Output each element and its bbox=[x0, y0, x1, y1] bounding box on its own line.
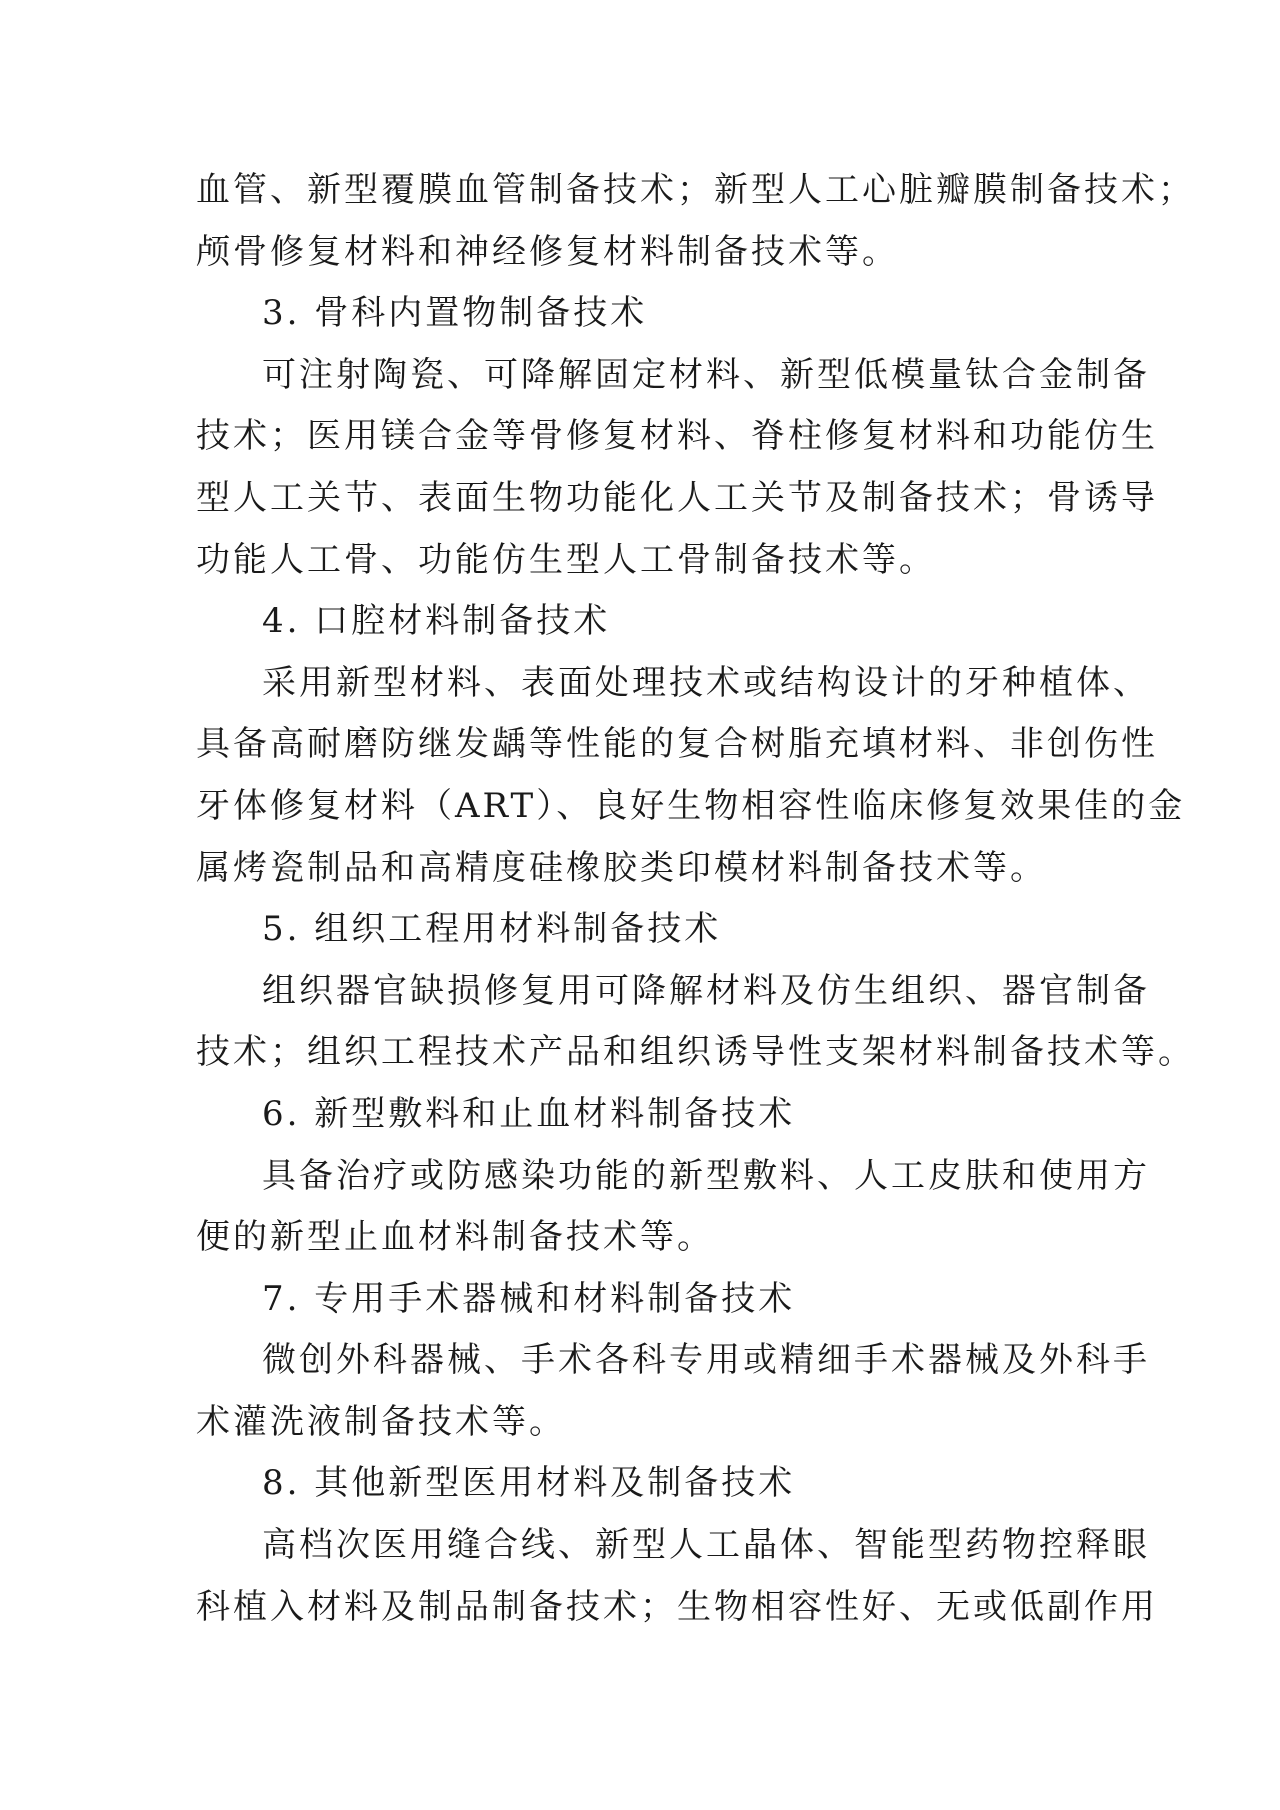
paragraph-line: 具备高耐磨防继发龋等性能的复合树脂充填材料、非创伤性 bbox=[196, 724, 1158, 765]
paragraph-line: 组织器官缺损修复用可降解材料及仿生组织、器官制备 bbox=[262, 970, 1150, 1011]
paragraph-line: 具备治疗或防感染功能的新型敷料、人工皮肤和使用方 bbox=[262, 1155, 1150, 1196]
paragraph-line: 功能人工骨、功能仿生型人工骨制备技术等。 bbox=[196, 539, 936, 580]
paragraph-line: 采用新型材料、表面处理技术或结构设计的牙种植体、 bbox=[262, 662, 1150, 703]
section-heading-tissue-engineering: 5. 组织工程用材料制备技术 bbox=[262, 909, 722, 950]
paragraph-line: 术灌洗液制备技术等。 bbox=[196, 1401, 566, 1442]
paragraph-continuation-line: 血管、新型覆膜血管制备技术；新型人工心脏瓣膜制备技术； bbox=[196, 170, 1195, 210]
paragraph-line: 型人工关节、表面生物功能化人工关节及制备技术；骨诱导 bbox=[196, 477, 1158, 518]
paragraph-line: 可注射陶瓷、可降解固定材料、新型低模量钛合金制备 bbox=[262, 354, 1150, 395]
paragraph-continuation-line: 颅骨修复材料和神经修复材料制备技术等。 bbox=[196, 231, 899, 272]
document-body bbox=[196, 160, 1195, 1638]
section-heading-dressings-hemostatic: 6. 新型敷料和止血材料制备技术 bbox=[262, 1093, 796, 1134]
section-heading-surgical-instruments: 7. 专用手术器械和材料制备技术 bbox=[262, 1278, 796, 1319]
paragraph-line: 微创外科器械、手术各科专用或精细手术器械及外科手 bbox=[262, 1340, 1150, 1381]
paragraph-line: 牙体修复材料（ART）、良好生物相容性临床修复效果佳的金 bbox=[196, 785, 1186, 826]
paragraph-line: 便的新型止血材料制备技术等。 bbox=[196, 1217, 714, 1258]
paragraph-line: 科植入材料及制品制备技术；生物相容性好、无或低副作用 bbox=[196, 1586, 1158, 1627]
section-heading-other-medical-materials: 8. 其他新型医用材料及制备技术 bbox=[262, 1463, 796, 1504]
paragraph-line: 技术；医用镁合金等骨修复材料、脊柱修复材料和功能仿生 bbox=[196, 416, 1158, 457]
paragraph-line: 高档次医用缝合线、新型人工晶体、智能型药物控释眼 bbox=[262, 1525, 1150, 1566]
paragraph-line: 技术；组织工程技术产品和组织诱导性支架材料制备技术等。 bbox=[196, 1032, 1195, 1073]
section-heading-orthopedic-implants: 3. 骨科内置物制备技术 bbox=[262, 293, 648, 334]
section-heading-dental-materials: 4. 口腔材料制备技术 bbox=[262, 601, 611, 642]
paragraph-line: 属烤瓷制品和高精度硅橡胶类印模材料制备技术等。 bbox=[196, 847, 1047, 888]
